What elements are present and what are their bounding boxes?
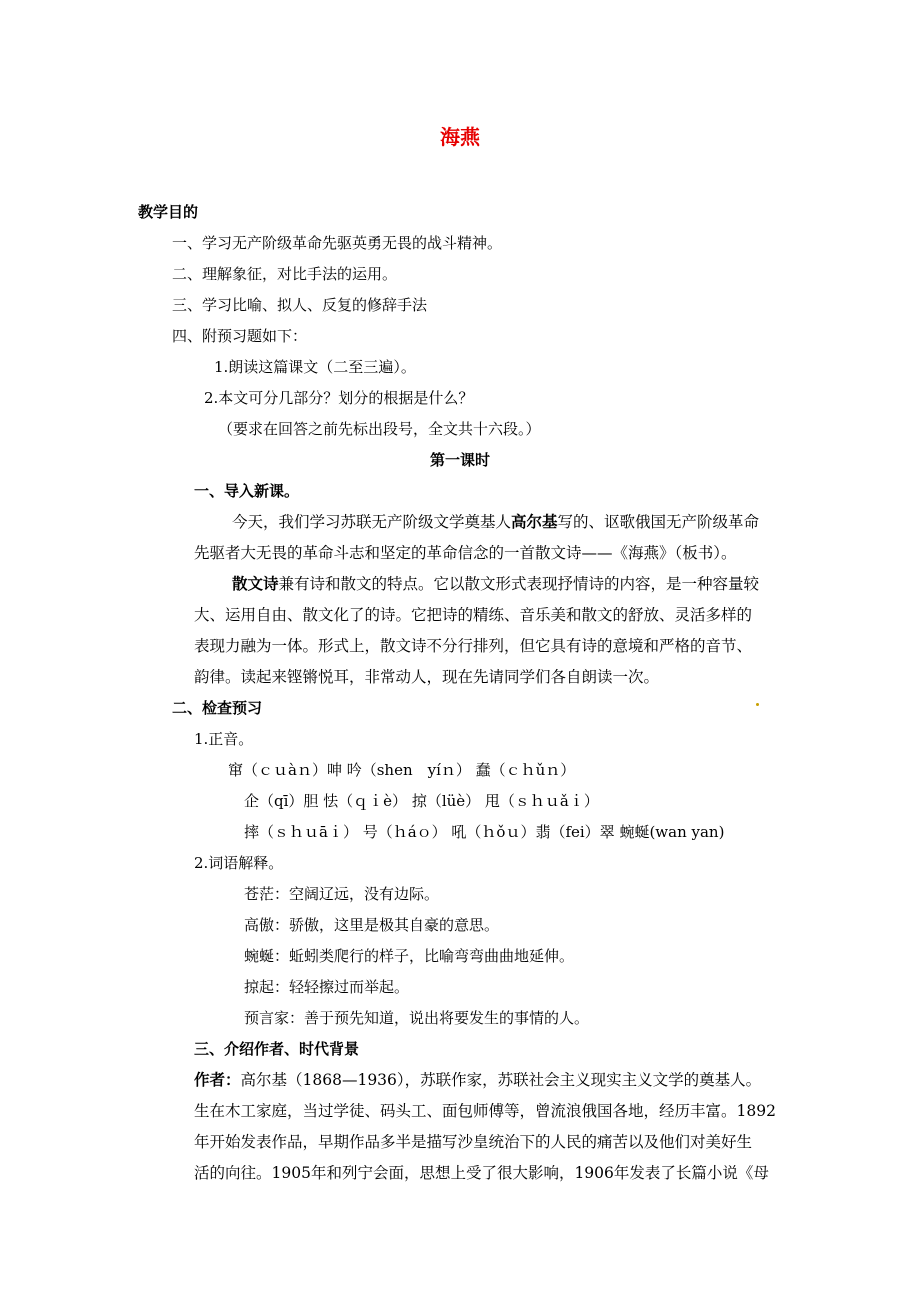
section-heading-author: 三、介绍作者、时代背景 bbox=[194, 1040, 360, 1058]
pronunciation-row: 摔（ｓｈｕāｉ） 号（ｈáｏ） 吼（ｈǒｕ）翡（fei）翠 蜿蜒(wan yan) bbox=[244, 823, 725, 841]
vocabulary-item: 苍茫：空阔辽远，没有边际。 bbox=[244, 885, 440, 903]
intro-paragraph-line: 先驱者大无畏的革命斗志和坚定的革命信念的一首散文诗——《海燕》（板书）。 bbox=[194, 544, 737, 562]
author-name-emphasis: 高尔基 bbox=[511, 512, 558, 531]
author-paragraph-line: 生在木工家庭，当过学徒、码头工、面包师傅等，曾流浪俄国各地，经历丰富。1892 bbox=[194, 1102, 776, 1120]
pronunciation-row: 窜（ｃｕàｎ）呻 吟（shen yíｎ） 蠢（ｃｈǔｎ） bbox=[228, 761, 576, 779]
objective-item: 二、理解象征，对比手法的运用。 bbox=[172, 265, 398, 283]
author-paragraph-line bbox=[194, 1070, 761, 1090]
pronunciation-label: 1.正音。 bbox=[194, 730, 254, 748]
objective-item: 三、学习比喻、拟人、反复的修辞手法 bbox=[172, 296, 428, 314]
vocabulary-item: 掠起：轻轻擦过而举起。 bbox=[244, 978, 410, 996]
prose-poem-paragraph-line: 韵律。读起来铿锵悦耳，非常动人，现在先请同学们各自朗读一次。 bbox=[194, 668, 660, 686]
objective-item: 四、附预习题如下： bbox=[172, 327, 308, 345]
author-text: 高尔基（1868—1936），苏联作家，苏联社会主义现实主义文学的奠基人。 bbox=[240, 1071, 762, 1089]
vocabulary-item: 预言家：善于预先知道，说出将要发生的事情的人。 bbox=[244, 1009, 590, 1027]
preview-question: 1.朗读这篇课文（二至三遍）。 bbox=[214, 358, 416, 376]
prose-poem-paragraph-line bbox=[232, 574, 759, 594]
section-heading-preview-check: 二、检查预习 bbox=[172, 699, 263, 717]
author-paragraph-line: 活的向往。1905年和列宁会面，思想上受了很大影响，1906年发表了长篇小说《母 bbox=[194, 1164, 769, 1182]
vocabulary-item: 蜿蜒：蚯蚓类爬行的样子，比喻弯弯曲曲地延伸。 bbox=[244, 947, 575, 965]
intro-paragraph-line bbox=[232, 512, 759, 532]
lesson-heading: 第一课时 bbox=[429, 451, 490, 469]
objectives-heading: 教学目的 bbox=[138, 203, 199, 221]
prose-poem-paragraph-line: 大、运用自由、散文化了的诗。它把诗的精练、音乐美和散文的舒放、灵活多样的 bbox=[194, 606, 753, 624]
prose-poem-text: 兼有诗和散文的特点。它以散文形式表现抒情诗的内容，是一种容量较 bbox=[278, 575, 760, 593]
intro-text: 今天，我们学习苏联无产阶级文学奠基人 bbox=[232, 513, 512, 531]
prose-poem-paragraph-line: 表现力融为一体。形式上，散文诗不分行排列，但它具有诗的意境和严格的音节、 bbox=[194, 637, 753, 655]
document-title: 海燕 bbox=[440, 125, 480, 149]
section-heading-intro: 一、导入新课。 bbox=[194, 482, 300, 500]
preview-question: 2.本文可分几部分？划分的根据是什么？ bbox=[204, 389, 474, 407]
author-label: 作者： bbox=[194, 1071, 241, 1089]
pronunciation-row: 企（qī）胆 怯（ｑｉè） 掠（lüè） 甩（ｓｈｕǎｉ） bbox=[244, 792, 599, 810]
author-paragraph-line: 年开始发表作品，早期作品多半是描写沙皇统治下的人民的痛苦以及他们对美好生 bbox=[194, 1133, 753, 1151]
objective-item: 一、学习无产阶级革命先驱英勇无畏的战斗精神。 bbox=[172, 234, 503, 252]
vocabulary-item: 高傲：骄傲，这里是极其自豪的意思。 bbox=[244, 916, 500, 934]
intro-text: 写的、讴歌俄国无产阶级革命 bbox=[557, 513, 760, 531]
stray-dot bbox=[756, 703, 759, 706]
preview-note: （要求在回答之前先标出段号，全文共十六段。） bbox=[218, 420, 541, 438]
prose-poem-term: 散文诗 bbox=[232, 574, 279, 593]
vocabulary-label: 2.词语解释。 bbox=[194, 854, 284, 872]
